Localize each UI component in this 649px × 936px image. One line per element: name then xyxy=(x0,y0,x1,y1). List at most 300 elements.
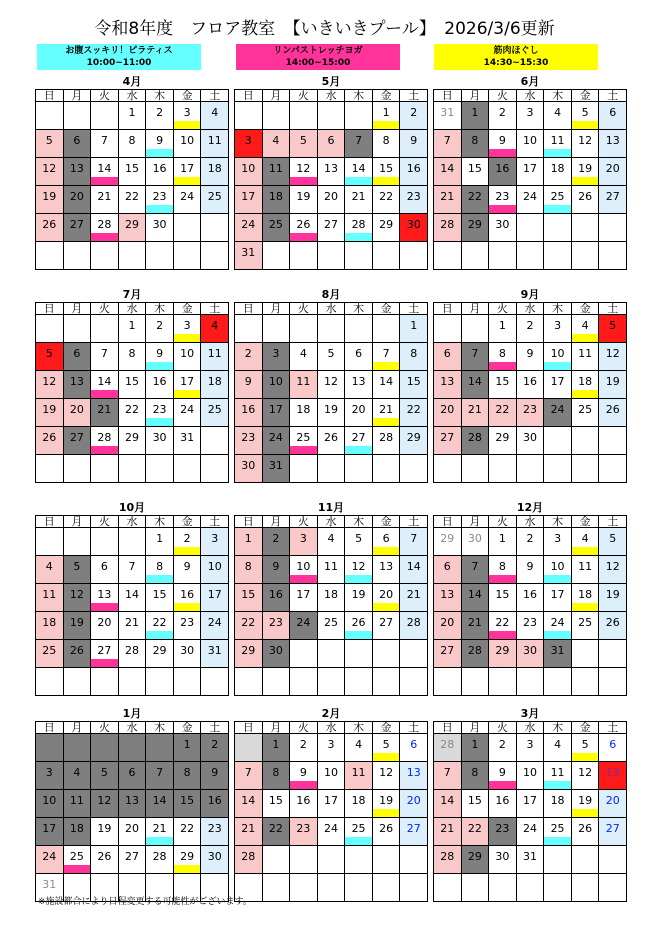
day-cell: 28 xyxy=(434,846,462,874)
day-cell: 18 xyxy=(290,399,318,427)
class-marker xyxy=(544,781,571,789)
day-cell: 25 xyxy=(544,186,572,214)
weekday-header: 金 xyxy=(572,722,600,734)
day-cell: 29 xyxy=(119,427,147,455)
day-cell xyxy=(146,455,174,483)
day-cell: 26 xyxy=(318,427,346,455)
day-cell xyxy=(400,455,428,483)
day-cell: 30 xyxy=(489,846,517,874)
day-cell: 12 xyxy=(36,158,64,186)
month-4 xyxy=(35,288,229,483)
month-title: 6月 xyxy=(520,75,540,88)
day-cell: 1 xyxy=(119,315,147,343)
day-cell: 1 xyxy=(235,528,263,556)
day-cell: 8 xyxy=(462,762,490,790)
weekday-header: 金 xyxy=(373,90,401,102)
day-cell: 21 xyxy=(434,186,462,214)
day-cell: 2 xyxy=(290,734,318,762)
legend-muscle-name: 筋肉ほぐし xyxy=(493,46,539,56)
day-cell: 19 xyxy=(318,399,346,427)
day-cell: 16 xyxy=(201,790,229,818)
day-cell: 27 xyxy=(64,214,92,242)
day-cell: 23 xyxy=(146,186,174,214)
month-5 xyxy=(234,288,428,483)
day-cell xyxy=(462,668,490,696)
month-title: 12月 xyxy=(516,501,544,514)
day-cell: 31 xyxy=(544,640,572,668)
day-cell: 23 xyxy=(263,612,291,640)
class-marker xyxy=(146,837,173,845)
weekday-header: 木 xyxy=(544,722,572,734)
day-cell: 11 xyxy=(36,584,64,612)
class-marker xyxy=(373,418,400,426)
weekday-header: 水 xyxy=(119,90,147,102)
day-cell xyxy=(263,874,291,902)
day-cell: 26 xyxy=(91,846,119,874)
day-cell: 5 xyxy=(290,130,318,158)
class-marker xyxy=(91,177,118,185)
day-cell: 26 xyxy=(599,399,627,427)
day-cell: 7 xyxy=(434,762,462,790)
day-cell: 27 xyxy=(400,818,428,846)
day-cell: 19 xyxy=(36,399,64,427)
month-11 xyxy=(234,707,428,902)
day-cell: 11 xyxy=(318,556,346,584)
class-marker xyxy=(345,631,372,639)
day-cell xyxy=(318,242,346,270)
day-cell: 25 xyxy=(572,399,600,427)
day-cell: 20 xyxy=(434,612,462,640)
weekday-header: 火 xyxy=(290,516,318,528)
day-cell: 8 xyxy=(235,556,263,584)
day-cell: 29 xyxy=(462,846,490,874)
day-cell: 21 xyxy=(91,399,119,427)
day-cell xyxy=(599,640,627,668)
day-cell xyxy=(599,214,627,242)
weekday-header: 月 xyxy=(64,90,92,102)
day-cell: 20 xyxy=(64,399,92,427)
day-cell: 27 xyxy=(434,640,462,668)
day-cell: 14 xyxy=(434,158,462,186)
day-cell xyxy=(91,102,119,130)
day-cell: 31 xyxy=(174,427,202,455)
day-cell: 13 xyxy=(373,556,401,584)
day-cell xyxy=(290,102,318,130)
day-cell: 11 xyxy=(263,158,291,186)
day-cell: 15 xyxy=(146,584,174,612)
day-cell: 22 xyxy=(489,612,517,640)
day-cell: 9 xyxy=(489,130,517,158)
day-cell: 18 xyxy=(572,584,600,612)
day-cell: 7 xyxy=(434,130,462,158)
day-cell: 15 xyxy=(462,158,490,186)
month-grid xyxy=(234,302,428,483)
day-cell: 31 xyxy=(263,455,291,483)
day-cell: 28 xyxy=(373,427,401,455)
day-cell: 30 xyxy=(263,640,291,668)
day-cell: 25 xyxy=(263,214,291,242)
day-cell: 7 xyxy=(235,762,263,790)
day-cell: 13 xyxy=(434,584,462,612)
class-marker xyxy=(489,631,516,639)
day-cell xyxy=(345,315,373,343)
day-cell xyxy=(174,242,202,270)
day-cell xyxy=(544,242,572,270)
weekday-header: 日 xyxy=(36,90,64,102)
day-cell xyxy=(235,315,263,343)
day-cell: 3 xyxy=(201,528,229,556)
weekday-header: 日 xyxy=(434,722,462,734)
day-cell: 17 xyxy=(517,790,545,818)
day-cell xyxy=(373,455,401,483)
day-cell: 20 xyxy=(434,399,462,427)
weekday-header: 日 xyxy=(36,303,64,315)
day-cell: 27 xyxy=(599,818,627,846)
day-cell xyxy=(119,528,147,556)
day-cell: 1 xyxy=(489,528,517,556)
day-cell: 25 xyxy=(572,612,600,640)
day-cell: 29 xyxy=(489,427,517,455)
weekday-header: 日 xyxy=(36,516,64,528)
weekday-header: 水 xyxy=(318,722,346,734)
day-cell: 24 xyxy=(174,399,202,427)
day-cell: 6 xyxy=(345,343,373,371)
day-cell: 13 xyxy=(599,762,627,790)
day-cell: 8 xyxy=(174,762,202,790)
day-cell xyxy=(119,734,147,762)
day-cell xyxy=(146,734,174,762)
day-cell: 14 xyxy=(373,371,401,399)
day-cell: 25 xyxy=(36,640,64,668)
day-cell: 13 xyxy=(400,762,428,790)
weekday-header: 水 xyxy=(517,303,545,315)
month-grid xyxy=(35,721,229,902)
day-cell: 22 xyxy=(373,186,401,214)
class-marker xyxy=(290,233,317,241)
day-cell xyxy=(146,242,174,270)
day-cell: 28 xyxy=(462,640,490,668)
day-cell xyxy=(373,242,401,270)
day-cell: 31 xyxy=(517,846,545,874)
day-cell: 16 xyxy=(235,399,263,427)
day-cell: 12 xyxy=(572,762,600,790)
class-marker xyxy=(146,418,173,426)
class-marker xyxy=(174,865,201,873)
class-marker xyxy=(345,233,372,241)
day-cell: 9 xyxy=(400,130,428,158)
class-marker xyxy=(572,753,599,761)
day-cell xyxy=(119,455,147,483)
day-cell: 4 xyxy=(572,315,600,343)
class-marker xyxy=(91,446,118,454)
class-marker xyxy=(572,334,599,342)
day-cell: 19 xyxy=(572,158,600,186)
weekday-header: 木 xyxy=(345,516,373,528)
weekday-header: 日 xyxy=(434,90,462,102)
day-cell: 1 xyxy=(119,102,147,130)
day-cell: 2 xyxy=(146,102,174,130)
weekday-header: 水 xyxy=(119,516,147,528)
day-cell xyxy=(290,242,318,270)
day-cell: 22 xyxy=(235,612,263,640)
day-cell: 13 xyxy=(64,371,92,399)
day-cell xyxy=(318,846,346,874)
month-title: 1月 xyxy=(122,707,142,720)
day-cell: 21 xyxy=(434,818,462,846)
day-cell: 1 xyxy=(400,315,428,343)
class-marker xyxy=(146,205,173,213)
day-cell: 10 xyxy=(290,556,318,584)
class-marker xyxy=(146,362,173,370)
weekday-header: 水 xyxy=(119,303,147,315)
day-cell xyxy=(462,315,490,343)
weekday-header: 水 xyxy=(318,516,346,528)
class-marker xyxy=(174,547,201,555)
day-cell: 6 xyxy=(64,130,92,158)
day-cell: 29 xyxy=(400,427,428,455)
class-marker xyxy=(373,177,400,185)
day-cell xyxy=(572,846,600,874)
weekday-header: 火 xyxy=(489,90,517,102)
weekday-header: 土 xyxy=(400,303,428,315)
day-cell xyxy=(489,242,517,270)
month-grid xyxy=(234,515,428,696)
day-cell: 30 xyxy=(489,214,517,242)
day-cell xyxy=(345,455,373,483)
day-cell xyxy=(318,102,346,130)
day-cell: 18 xyxy=(263,186,291,214)
weekday-header: 月 xyxy=(462,722,490,734)
day-cell: 16 xyxy=(263,584,291,612)
day-cell: 19 xyxy=(64,612,92,640)
day-cell: 24 xyxy=(517,186,545,214)
class-marker xyxy=(174,121,201,129)
day-cell xyxy=(345,102,373,130)
day-cell: 21 xyxy=(235,818,263,846)
class-marker xyxy=(91,603,118,611)
day-cell: 17 xyxy=(201,584,229,612)
day-cell xyxy=(174,668,202,696)
day-cell xyxy=(201,214,229,242)
day-cell: 15 xyxy=(263,790,291,818)
day-cell xyxy=(263,242,291,270)
class-marker xyxy=(373,547,400,555)
day-cell: 26 xyxy=(36,214,64,242)
day-cell: 22 xyxy=(174,818,202,846)
day-cell: 30 xyxy=(462,528,490,556)
day-cell: 29 xyxy=(235,640,263,668)
day-cell: 12 xyxy=(345,556,373,584)
day-cell xyxy=(434,455,462,483)
day-cell: 5 xyxy=(572,734,600,762)
day-cell: 24 xyxy=(318,818,346,846)
day-cell: 29 xyxy=(434,528,462,556)
day-cell: 12 xyxy=(599,343,627,371)
day-cell: 22 xyxy=(263,818,291,846)
day-cell xyxy=(373,640,401,668)
weekday-header: 金 xyxy=(572,90,600,102)
day-cell: 18 xyxy=(36,612,64,640)
weekday-header: 金 xyxy=(373,303,401,315)
class-marker xyxy=(544,149,571,157)
day-cell: 8 xyxy=(119,343,147,371)
month-grid xyxy=(234,89,428,270)
day-cell: 27 xyxy=(318,214,346,242)
day-cell: 26 xyxy=(290,214,318,242)
weekday-header: 日 xyxy=(235,516,263,528)
class-marker xyxy=(290,177,317,185)
weekday-header: 火 xyxy=(489,516,517,528)
day-cell: 12 xyxy=(64,584,92,612)
day-cell xyxy=(64,668,92,696)
day-cell: 30 xyxy=(235,455,263,483)
day-cell: 7 xyxy=(119,556,147,584)
day-cell: 20 xyxy=(119,818,147,846)
day-cell: 29 xyxy=(119,214,147,242)
class-marker xyxy=(345,446,372,454)
day-cell xyxy=(517,455,545,483)
month-title: 4月 xyxy=(122,75,142,88)
day-cell xyxy=(91,528,119,556)
day-cell: 27 xyxy=(434,427,462,455)
day-cell: 29 xyxy=(146,640,174,668)
weekday-header: 土 xyxy=(400,90,428,102)
day-cell: 6 xyxy=(64,343,92,371)
class-marker xyxy=(572,809,599,817)
class-marker xyxy=(146,149,173,157)
day-cell: 10 xyxy=(174,343,202,371)
month-3 xyxy=(433,75,627,270)
day-cell: 23 xyxy=(290,818,318,846)
day-cell xyxy=(36,528,64,556)
day-cell: 10 xyxy=(36,790,64,818)
day-cell: 30 xyxy=(201,846,229,874)
day-cell: 27 xyxy=(91,640,119,668)
day-cell xyxy=(434,315,462,343)
day-cell xyxy=(36,668,64,696)
class-marker xyxy=(373,603,400,611)
day-cell: 9 xyxy=(201,762,229,790)
day-cell: 27 xyxy=(345,427,373,455)
day-cell xyxy=(599,455,627,483)
day-cell: 1 xyxy=(263,734,291,762)
day-cell: 14 xyxy=(400,556,428,584)
day-cell xyxy=(400,242,428,270)
day-cell xyxy=(572,640,600,668)
weekday-header: 土 xyxy=(201,303,229,315)
day-cell: 24 xyxy=(517,818,545,846)
month-9 xyxy=(433,501,627,696)
day-cell: 24 xyxy=(235,214,263,242)
day-cell: 20 xyxy=(599,790,627,818)
day-cell xyxy=(318,455,346,483)
day-cell: 10 xyxy=(544,556,572,584)
day-cell: 14 xyxy=(91,371,119,399)
day-cell: 17 xyxy=(290,584,318,612)
day-cell: 5 xyxy=(572,102,600,130)
day-cell: 16 xyxy=(174,584,202,612)
day-cell: 28 xyxy=(146,846,174,874)
day-cell xyxy=(544,668,572,696)
class-marker xyxy=(91,233,118,241)
weekday-header: 水 xyxy=(318,90,346,102)
month-title: 8月 xyxy=(321,288,341,301)
day-cell: 1 xyxy=(174,734,202,762)
day-cell: 18 xyxy=(544,158,572,186)
day-cell: 2 xyxy=(235,343,263,371)
day-cell: 16 xyxy=(290,790,318,818)
weekday-header: 月 xyxy=(263,722,291,734)
weekday-header: 土 xyxy=(400,516,428,528)
day-cell xyxy=(599,874,627,902)
day-cell: 5 xyxy=(599,528,627,556)
weekday-header: 土 xyxy=(599,722,627,734)
day-cell: 27 xyxy=(119,846,147,874)
weekday-header: 土 xyxy=(599,303,627,315)
weekday-header: 木 xyxy=(146,303,174,315)
month-title: 7月 xyxy=(122,288,142,301)
day-cell: 28 xyxy=(462,427,490,455)
class-marker xyxy=(572,547,599,555)
day-cell: 7 xyxy=(146,762,174,790)
day-cell xyxy=(517,874,545,902)
class-marker xyxy=(373,753,400,761)
weekday-header: 火 xyxy=(290,90,318,102)
class-marker xyxy=(345,177,372,185)
day-cell: 21 xyxy=(462,399,490,427)
weekday-header: 日 xyxy=(434,303,462,315)
day-cell xyxy=(599,846,627,874)
day-cell: 3 xyxy=(544,528,572,556)
weekday-header: 水 xyxy=(517,90,545,102)
month-10 xyxy=(35,707,229,902)
day-cell: 19 xyxy=(572,790,600,818)
weekday-header: 木 xyxy=(146,722,174,734)
day-cell: 5 xyxy=(345,528,373,556)
day-cell xyxy=(599,242,627,270)
weekday-header: 水 xyxy=(119,722,147,734)
class-marker xyxy=(373,121,400,129)
legend-pilates-time: 10:00~11:00 xyxy=(86,58,152,68)
day-cell xyxy=(64,242,92,270)
day-cell: 24 xyxy=(201,612,229,640)
day-cell: 4 xyxy=(572,528,600,556)
day-cell: 6 xyxy=(373,528,401,556)
weekday-header: 土 xyxy=(201,90,229,102)
day-cell: 18 xyxy=(201,371,229,399)
day-cell xyxy=(91,315,119,343)
weekday-header: 水 xyxy=(517,722,545,734)
day-cell xyxy=(345,640,373,668)
day-cell: 18 xyxy=(345,790,373,818)
day-cell: 8 xyxy=(489,343,517,371)
weekday-header: 火 xyxy=(91,722,119,734)
weekday-header: 木 xyxy=(544,303,572,315)
class-marker xyxy=(91,659,118,667)
day-cell: 5 xyxy=(318,343,346,371)
day-cell xyxy=(235,102,263,130)
day-cell: 25 xyxy=(318,612,346,640)
day-cell: 19 xyxy=(599,584,627,612)
class-marker xyxy=(146,631,173,639)
day-cell: 19 xyxy=(290,186,318,214)
day-cell: 10 xyxy=(517,762,545,790)
weekday-header: 土 xyxy=(599,516,627,528)
day-cell xyxy=(462,874,490,902)
day-cell: 22 xyxy=(119,399,147,427)
day-cell xyxy=(318,315,346,343)
day-cell: 30 xyxy=(146,214,174,242)
